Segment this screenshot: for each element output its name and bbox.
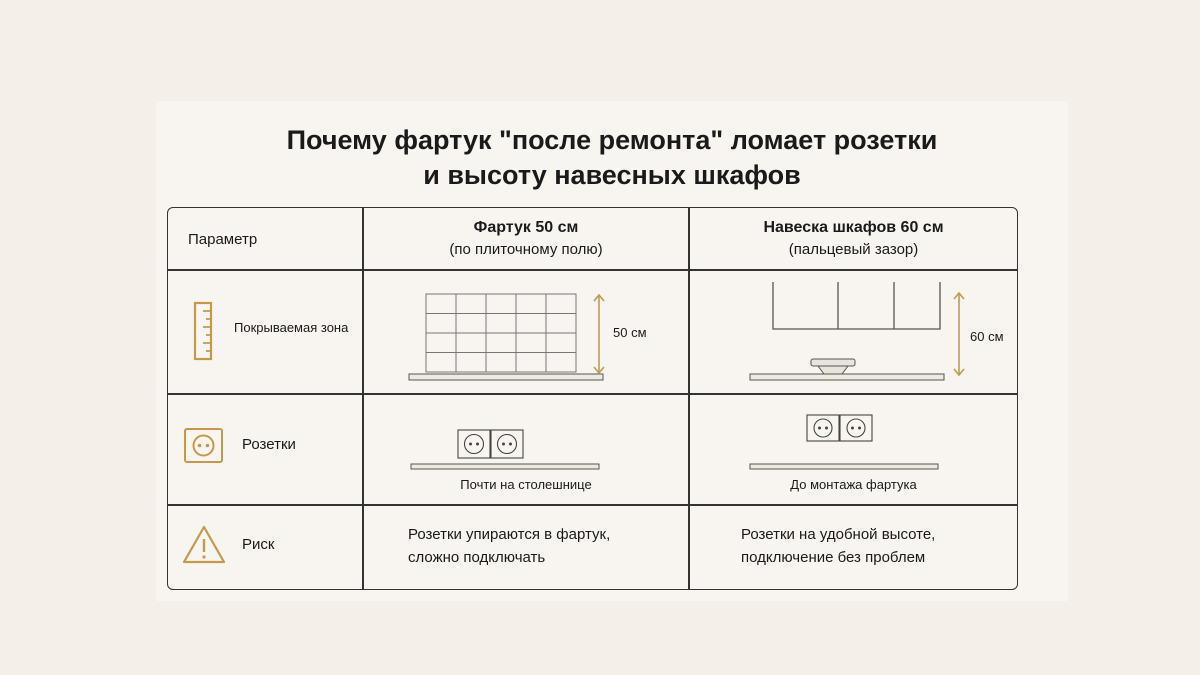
sockets-high-illustration xyxy=(750,413,942,475)
risk-label: Риск xyxy=(242,536,275,553)
col1-subtitle: (по плиточному полю) xyxy=(449,241,603,258)
comparison-table xyxy=(167,207,1018,590)
col2-subtitle: (пальцевый зазор) xyxy=(788,241,919,258)
height-arrow-60-icon xyxy=(952,291,966,379)
wall-cabinets-illustration xyxy=(750,281,950,385)
col1-title: Фартук 50 см xyxy=(473,219,579,236)
infographic-title xyxy=(156,123,1068,193)
sockets-label: Розетки xyxy=(242,436,296,453)
column-divider xyxy=(688,208,690,589)
col1-measure: 50 см xyxy=(613,325,647,340)
infographic-card xyxy=(156,101,1068,601)
col1-risk-line-1: Розетки упираются в фартук, xyxy=(408,526,611,543)
row-divider xyxy=(168,504,1017,506)
title-line-1: Почему фартук "после ремонта" ломает розетки xyxy=(286,125,938,155)
zone-label: Покрываемая зона xyxy=(234,320,349,335)
row-divider xyxy=(168,269,1017,271)
tile-backsplash-illustration xyxy=(409,293,609,389)
sockets-low-illustration xyxy=(411,428,603,474)
col2-sockets-caption: До монтажа фартука xyxy=(790,477,917,492)
col1-risk-text xyxy=(408,523,668,569)
socket-icon xyxy=(184,428,224,464)
height-arrow-50-icon xyxy=(592,293,606,377)
col2-risk-line-1: Розетки на удобной высоте, xyxy=(741,526,936,543)
col2-header xyxy=(690,217,1017,261)
ruler-icon xyxy=(192,302,216,362)
row-divider xyxy=(168,393,1017,395)
col1-sockets-caption: Почти на столешнице xyxy=(460,477,592,492)
param-header: Параметр xyxy=(188,231,258,248)
warning-icon xyxy=(181,524,227,566)
column-divider xyxy=(362,208,364,589)
col2-risk-line-2: подключение без проблем xyxy=(741,549,926,566)
col2-measure: 60 см xyxy=(970,329,1004,344)
title-line-2: и высоту навесных шкафов xyxy=(423,160,801,190)
col2-title: Навеска шкафов 60 см xyxy=(763,219,944,236)
col2-risk-text xyxy=(741,523,1001,569)
col1-risk-line-2: сложно подключать xyxy=(408,549,546,566)
col1-header xyxy=(364,217,688,261)
